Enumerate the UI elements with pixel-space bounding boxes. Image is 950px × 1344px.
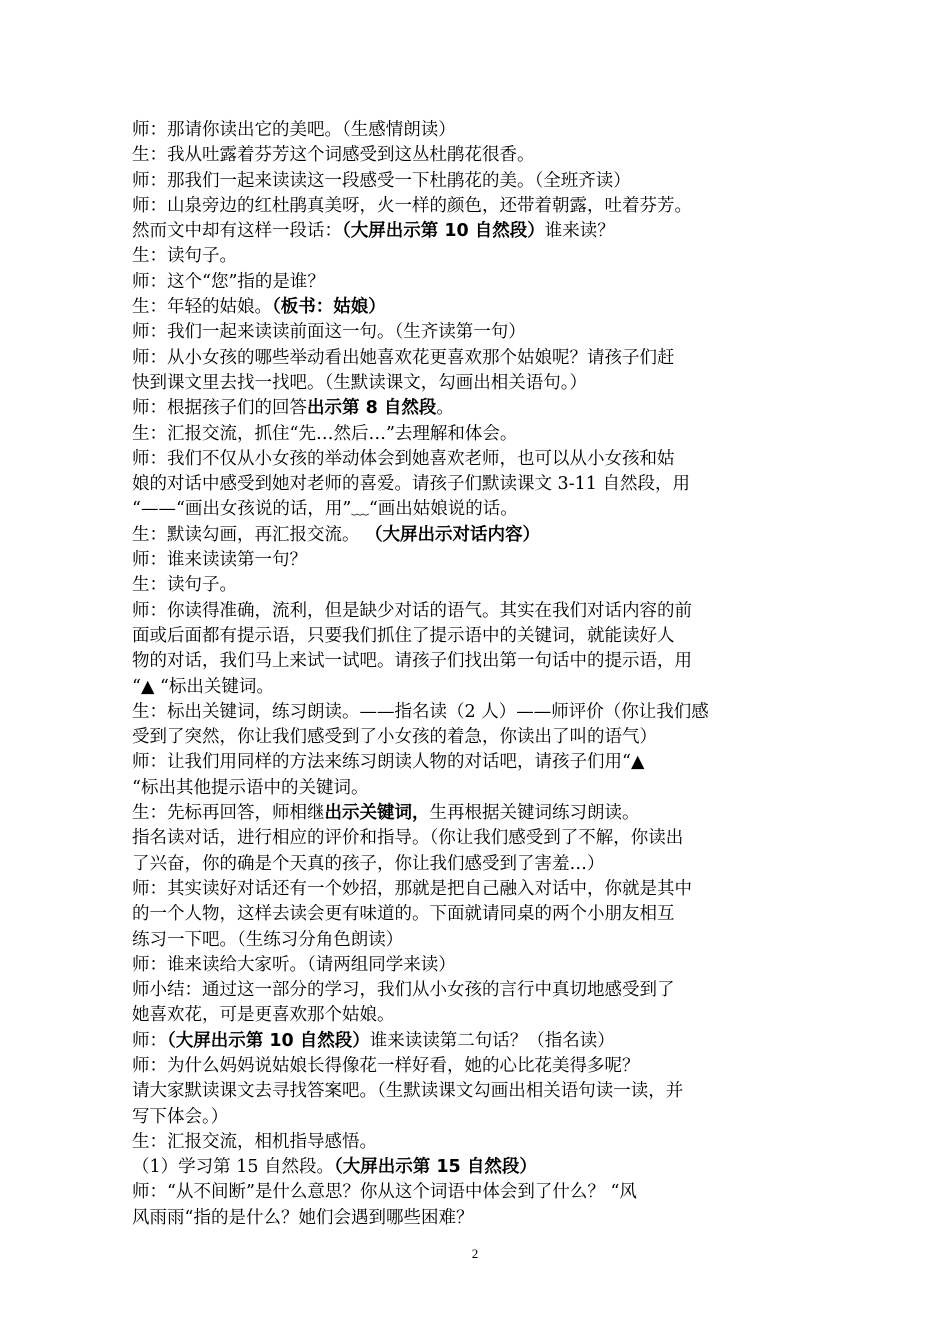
text-line: 师小结：通过这一部分的学习，我们从小女孩的言行中真切地感受到了 bbox=[132, 980, 675, 1001]
text-line: 风雨雨“指的是什么？她们会遇到哪些困难？ bbox=[132, 1207, 474, 1228]
text-line: 师：其实读好对话还有一个妙招，那就是把自己融入对话中，你就是其中 bbox=[132, 878, 692, 899]
text-line: （1）学习第 15 自然段。（大屏出示第 15 自然段） bbox=[132, 1157, 537, 1178]
text-line: “标出其他提示语中的关键词。 bbox=[132, 777, 369, 798]
text-line: “▲ “标出关键词。 bbox=[132, 676, 274, 697]
bold-instruction: （大屏出示第 10 自然段） bbox=[167, 1030, 370, 1051]
text-line: 写下体会。） bbox=[132, 1106, 229, 1127]
text-line: 生：读句子。 bbox=[132, 246, 237, 267]
text-line: 师：根据孩子们的回答出示第 8 自然段。 bbox=[132, 398, 454, 419]
text-line: 师：为什么妈妈说姑娘长得像花一样好看，她的心比花美得多呢？ bbox=[132, 1055, 640, 1076]
bold-instruction: 出示第 8 自然段 bbox=[307, 398, 437, 419]
bold-instruction: （板书：姑娘） bbox=[272, 297, 386, 318]
text-line: 她喜欢花，可是更喜欢那个姑娘。 bbox=[132, 1005, 395, 1026]
text-line: 生：先标再回答，师相继出示关键词，生再根据关键词练习朗读。 bbox=[132, 803, 640, 824]
text-line: 师：这个“您”指的是谁？ bbox=[132, 271, 325, 292]
bold-instruction: （大屏出示第 10 自然段） bbox=[342, 221, 545, 242]
text-line: 生：标出关键词，练习朗读。——指名读（2 人）——师评价（你让我们感 bbox=[132, 701, 709, 722]
bold-instruction: （大屏出示对话内容） bbox=[365, 524, 541, 545]
text-line: 师：让我们用同样的方法来练习朗读人物的对话吧，请孩子们用“▲ bbox=[132, 752, 645, 773]
text-line: 生：汇报交流，相机指导感悟。 bbox=[132, 1131, 377, 1152]
page-number: 2 bbox=[471, 1246, 479, 1261]
text-line: 生：我从吐露着芬芳这个词感受到这丛杜鹃花很香。 bbox=[132, 145, 535, 166]
text-line: 生：读句子。 bbox=[132, 575, 237, 596]
text-line: 练习一下吧。（生练习分角色朗读） bbox=[132, 929, 404, 950]
text-line: 师：那我们一起来读读这一段感受一下杜鹃花的美。（全班齐读） bbox=[132, 170, 631, 191]
text-line: 了兴奋，你的确是个天真的孩子，你让我们感受到了害羞…） bbox=[132, 853, 605, 874]
text-line: 师：我们一起来读读前面这一句。（生齐读第一句） bbox=[132, 322, 526, 343]
text-line: 师：谁来读给大家听。（请两组同学来读） bbox=[132, 954, 456, 975]
bold-instruction: （大屏出示第 15 自然段） bbox=[334, 1157, 537, 1178]
text-line: 然而文中却有这样一段话：（大屏出示第 10 自然段）谁来读？ bbox=[132, 221, 615, 242]
text-line: 师：（大屏出示第 10 自然段）谁来读读第二句话？（指名读） bbox=[132, 1030, 615, 1051]
text-line: 师：你读得准确，流利，但是缺少对话的语气。其实在我们对话内容的前 bbox=[132, 600, 692, 621]
text-line: 师：我们不仅从小女孩的举动体会到她喜欢老师，也可以从小女孩和姑 bbox=[132, 448, 675, 469]
text-line: 的一个人物，这样去读会更有味道的。下面就请同桌的两个小朋友相互 bbox=[132, 904, 675, 925]
text-line: 物的对话，我们马上来试一试吧。请孩子们找出第一句话中的提示语，用 bbox=[132, 651, 692, 672]
text-line: 快到课文里去找一找吧。（生默读课文，勾画出相关语句。） bbox=[132, 372, 587, 393]
text-line: 受到了突然，你让我们感受到了小女孩的着急，你读出了叫的语气） bbox=[132, 727, 657, 748]
text-line: “——“画出女孩说的话，用”﹏“画出姑娘说的话。 bbox=[132, 499, 518, 520]
text-line: 生：汇报交流，抓住“先…然后…”去理解和体会。 bbox=[132, 423, 518, 444]
text-line: 师：那请你读出它的美吧。（生感情朗读） bbox=[132, 120, 456, 140]
text-line: 生：年轻的姑娘。（板书：姑娘） bbox=[132, 297, 386, 318]
text-line: 请大家默读课文去寻找答案吧。（生默读课文勾画出相关语句读一读，并 bbox=[132, 1081, 684, 1102]
text-line: 师：山泉旁边的红杜鹃真美呀，火一样的颜色，还带着朝露，吐着芬芳。 bbox=[132, 195, 692, 216]
text-line: 师：谁来读读第一句？ bbox=[132, 550, 307, 571]
text-line: 师：“从不间断”是什么意思？你从这个词语中体会到了什么？ “风 bbox=[132, 1182, 637, 1203]
text-line: 师：从小女孩的哪些举动看出她喜欢花更喜欢那个姑娘呢？请孩子们赶 bbox=[132, 347, 675, 368]
text-line: 娘的对话中感受到她对老师的喜爱。请孩子们默读课文 3-11 自然段，用 bbox=[132, 474, 690, 495]
text-line: 面或后面都有提示语，只要我们抓住了提示语中的关键词，就能读好人 bbox=[132, 625, 675, 646]
bold-instruction: 出示关键词， bbox=[324, 803, 430, 824]
text-line: 指名读对话，进行相应的评价和指导。（你让我们感受到了不解，你读出 bbox=[132, 828, 684, 849]
lesson-transcript bbox=[132, 118, 832, 1231]
text-line: 生：默读勾画，再汇报交流。 （大屏出示对话内容） bbox=[132, 524, 541, 545]
